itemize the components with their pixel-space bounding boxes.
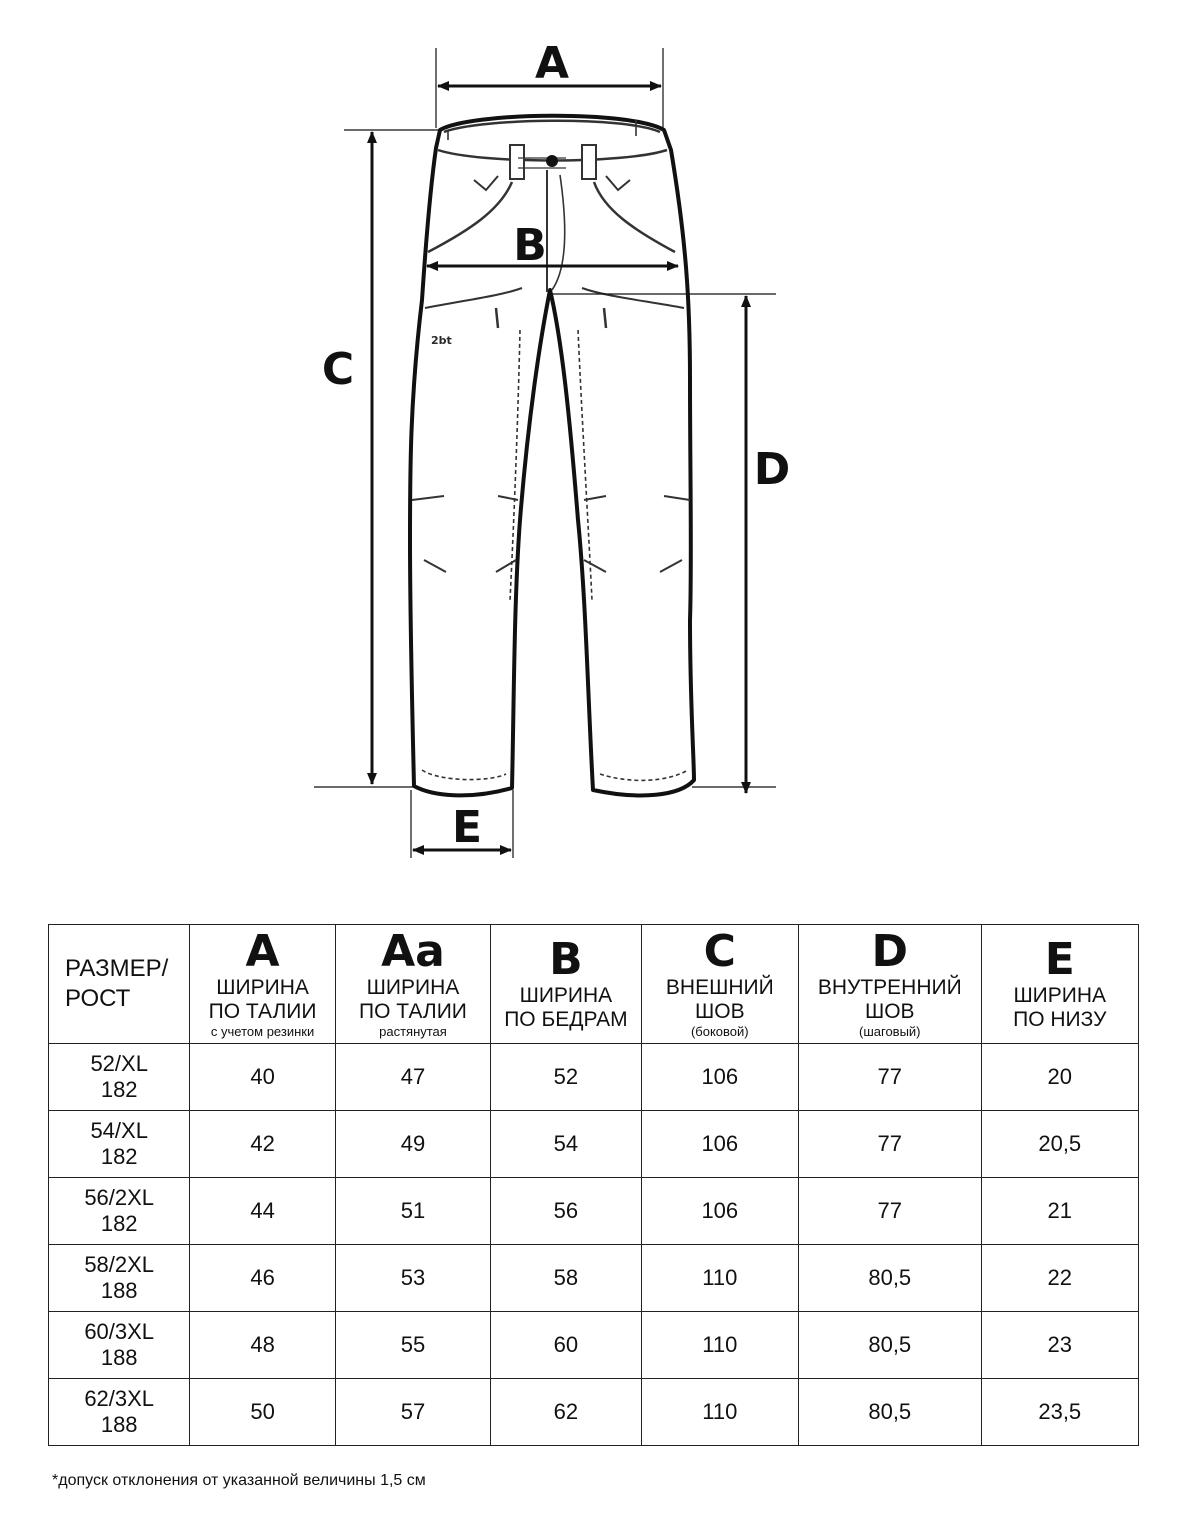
value-cell: 46	[190, 1245, 335, 1312]
value-cell: 58	[491, 1245, 641, 1312]
size-cell	[49, 1245, 190, 1312]
height-label: 182	[100, 1077, 138, 1102]
size-label: 56/2XL	[84, 1185, 155, 1210]
size-cell	[49, 1178, 190, 1245]
label-b: B	[513, 220, 547, 271]
value-cell: 62	[491, 1379, 641, 1446]
value-cell: 20,5	[981, 1111, 1138, 1178]
value-cell: 110	[641, 1312, 798, 1379]
value-cell: 60	[491, 1312, 641, 1379]
value-cell: 106	[641, 1111, 798, 1178]
size-table	[48, 924, 1139, 1446]
table-row	[49, 1111, 1139, 1178]
trousers-outline	[410, 116, 694, 796]
footnote: *допуск отклонения от указанной величины 1,5 см	[52, 1472, 426, 1489]
size-label: 62/3XL	[84, 1386, 155, 1411]
value-cell: 106	[641, 1178, 798, 1245]
value-cell: 55	[335, 1312, 490, 1379]
table-row	[49, 1044, 1139, 1111]
value-cell: 44	[190, 1178, 335, 1245]
value-cell: 50	[190, 1379, 335, 1446]
label-e: E	[451, 802, 483, 853]
size-cell	[49, 1111, 190, 1178]
value-cell: 47	[335, 1044, 490, 1111]
value-cell: 21	[981, 1178, 1138, 1245]
size-cell	[49, 1312, 190, 1379]
height-label: 182	[100, 1144, 138, 1169]
label-a: A	[534, 38, 570, 89]
table-row	[49, 1245, 1139, 1312]
value-cell: 20	[981, 1044, 1138, 1111]
value-cell: 48	[190, 1312, 335, 1379]
value-cell: 80,5	[799, 1312, 982, 1379]
size-label: 54/XL	[90, 1118, 148, 1143]
table-row	[49, 1312, 1139, 1379]
size-label: 52/XL	[90, 1051, 148, 1076]
label-d: D	[753, 444, 791, 495]
value-cell: 49	[335, 1111, 490, 1178]
size-cell	[49, 1379, 190, 1446]
label-c: C	[321, 344, 355, 395]
value-cell: 77	[799, 1111, 982, 1178]
value-cell: 22	[981, 1245, 1138, 1312]
value-cell: 23,5	[981, 1379, 1138, 1446]
value-cell: 23	[981, 1312, 1138, 1379]
value-cell: 51	[335, 1178, 490, 1245]
value-cell: 80,5	[799, 1245, 982, 1312]
height-label: 188	[100, 1345, 138, 1370]
table-header-row	[49, 925, 1139, 1044]
size-cell	[49, 1044, 190, 1111]
value-cell: 110	[641, 1245, 798, 1312]
header-col-d: D ВНУТРЕННИЙ ШОВ (шаговый)	[799, 925, 982, 1044]
header-col-e: E ШИРИНА ПО НИЗУ	[981, 925, 1138, 1044]
value-cell: 42	[190, 1111, 335, 1178]
value-cell: 77	[799, 1178, 982, 1245]
header-size-height: РАЗМЕР/ РОСТ	[49, 925, 190, 1044]
header-col-a: A ШИРИНА ПО ТАЛИИ с учетом резинки	[190, 925, 335, 1044]
value-cell: 56	[491, 1178, 641, 1245]
value-cell: 52	[491, 1044, 641, 1111]
table-row	[49, 1178, 1139, 1245]
brand-logo: 2bt	[431, 334, 452, 347]
header-col-b: B ШИРИНА ПО БЕДРАМ	[491, 925, 641, 1044]
table-row	[49, 1379, 1139, 1446]
value-cell: 54	[491, 1111, 641, 1178]
size-label: 60/3XL	[84, 1319, 155, 1344]
value-cell: 80,5	[799, 1379, 982, 1446]
height-label: 188	[100, 1278, 138, 1303]
height-label: 182	[100, 1211, 138, 1236]
value-cell: 77	[799, 1044, 982, 1111]
value-cell: 110	[641, 1379, 798, 1446]
header-col-aa: Aa ШИРИНА ПО ТАЛИИ растянутая	[335, 925, 490, 1044]
value-cell: 53	[335, 1245, 490, 1312]
header-col-c: C ВНЕШНИЙ ШОВ (боковой)	[641, 925, 798, 1044]
value-cell: 40	[190, 1044, 335, 1111]
height-label: 188	[100, 1412, 138, 1437]
size-label: 58/2XL	[84, 1252, 155, 1277]
value-cell: 57	[335, 1379, 490, 1446]
value-cell: 106	[641, 1044, 798, 1111]
